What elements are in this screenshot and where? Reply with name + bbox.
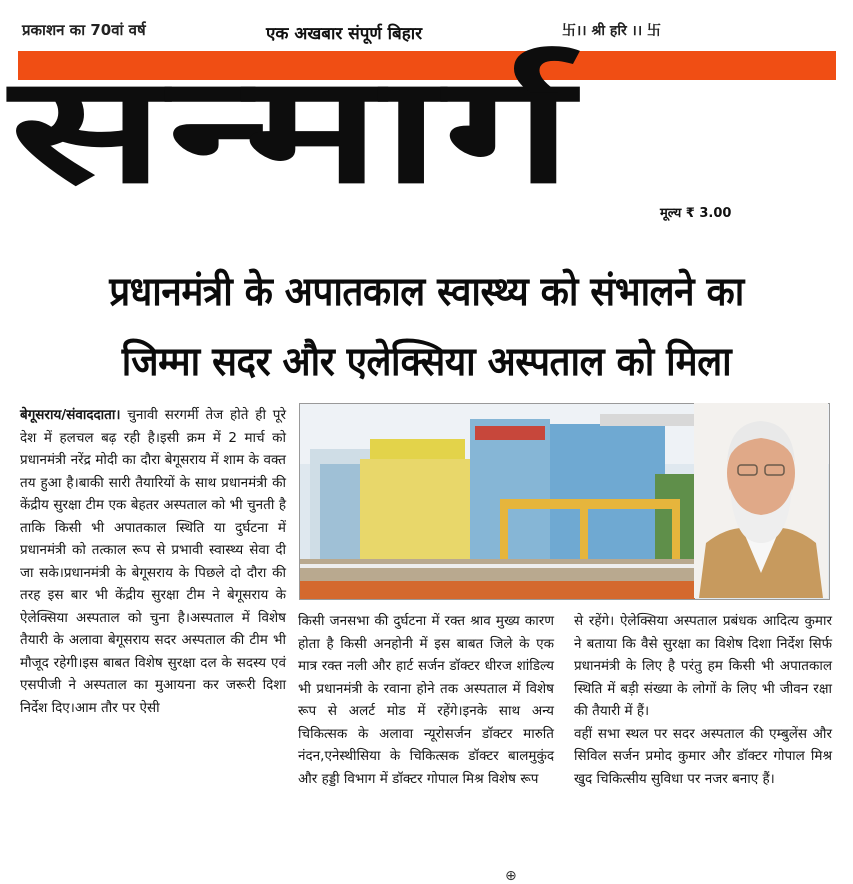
article-column-3 [574, 610, 832, 790]
edition-tag: प्रकाशन का 70वां वर्ष [22, 21, 146, 39]
headline-line-2: जिम्मा सदर और एलेक्सिया अस्पताल को मिला [121, 339, 732, 385]
article-column-2: किसी जनसभा की दुर्घटना में रक्त श्राव मुख्य कारण होता है किसी अनहोनी में इस बाबत जिले के एक मात्र रक्त नली और हार्ट सर्जन डॉक्टर धीरज शांडिल्य भी प्रधानमंत्री के रवाना होने तक अस्पताल में विशेष रूप से अलर्ट मोड में रहेंगे।इनके साथ अन्य चिकित्सक के अलावा न्यूरोसर्जन डॉक्टर मारुति नंदन,एनेस्थीसिया के चिकित्सक डॉक्टर बालमुकुंद और हड्डी विभाग में डॉक्टर गोपाल मिश्र विशेष रूप [298, 613, 554, 787]
slogan: एक अखबार संपूर्ण बिहार [266, 24, 423, 44]
price-label: मूल्य ₹ 3.00 [660, 206, 732, 221]
person-portrait-illustration [694, 403, 828, 598]
pm-portrait [694, 403, 828, 598]
registration-mark-icon: ⊕ [505, 868, 517, 884]
headline-line-1: प्रधानमंत्री के अपातकाल स्वास्थ्य को संभालने का [109, 269, 744, 315]
column-1-text: चुनावी सरगर्मी तेज होते ही पूरे देश में हलचल बढ़ रही है।इसी क्रम में 2 मार्च को प्रधानमंत्री नरेंद्र मोदी का दौरा बेगूसराय में शाम के वक्त तय हुआ है।बाकी सारी तैयारियों के साथ प्रधानमंत्री की केंद्रीय सुरक्षा टीम एक बेहतर अस्पताल को भी चुनती है ताकि किसी भी अपातकाल स्थिति या दुर्घटना में प्रधानमंत्री को तत्काल रूप से प्रभावी स्वास्थ्य सेवा दी जा सके।प्रधानमंत्री के बेगूसराय के पिछले दो दौरा की तरह इस बार भी केंद्रीय सुरक्षा टीम ने बेगूसराय के ऐलेक्सिया अस्पताल को चुना है।अस्पताल में विशेष तैयारी के अलावा बेगूसराय सदर अस्पताल की टीम भी मौजूद रहेगी।इस बाबत विशेष सुरक्षा दल के सदस्य एवं एसपीजी ने अस्पताल का मुआयना कर जरूरी दिशा निर्देश दिए।आम तौर पर ऐसी [20, 407, 286, 716]
masthead-title: सन्मार्ग [10, 44, 577, 216]
article-column-1 [20, 404, 286, 719]
invocation: 卐।। श्री हरि ।। 卐 [562, 23, 662, 39]
dateline: बेगूसराय/संवाददाता। [20, 407, 121, 423]
column-3-paragraph-2: वहीं सभा स्थल पर सदर अस्पताल की एम्बुलेंस और सिविल सर्जन प्रमोद कुमार और डॉक्टर गोपाल मिश्र खुद चिकित्सीय सुविधा पर नजर बनाए हैं। [574, 725, 832, 787]
column-3-paragraph-1: से रहेंगे। ऐलेक्सिया अस्पताल प्रबंधक आदित्य कुमार ने बताया कि वैसे सुरक्षा का विशेष दिशा निर्देश सिर्फ प्रधानमंत्री के लिए है परंतु हम किसी भी अपातकाल स्थिति में बड़ी संख्या के लोगों के लिए भी जीवन रक्षा की तैयारी में हैं। [574, 613, 832, 719]
